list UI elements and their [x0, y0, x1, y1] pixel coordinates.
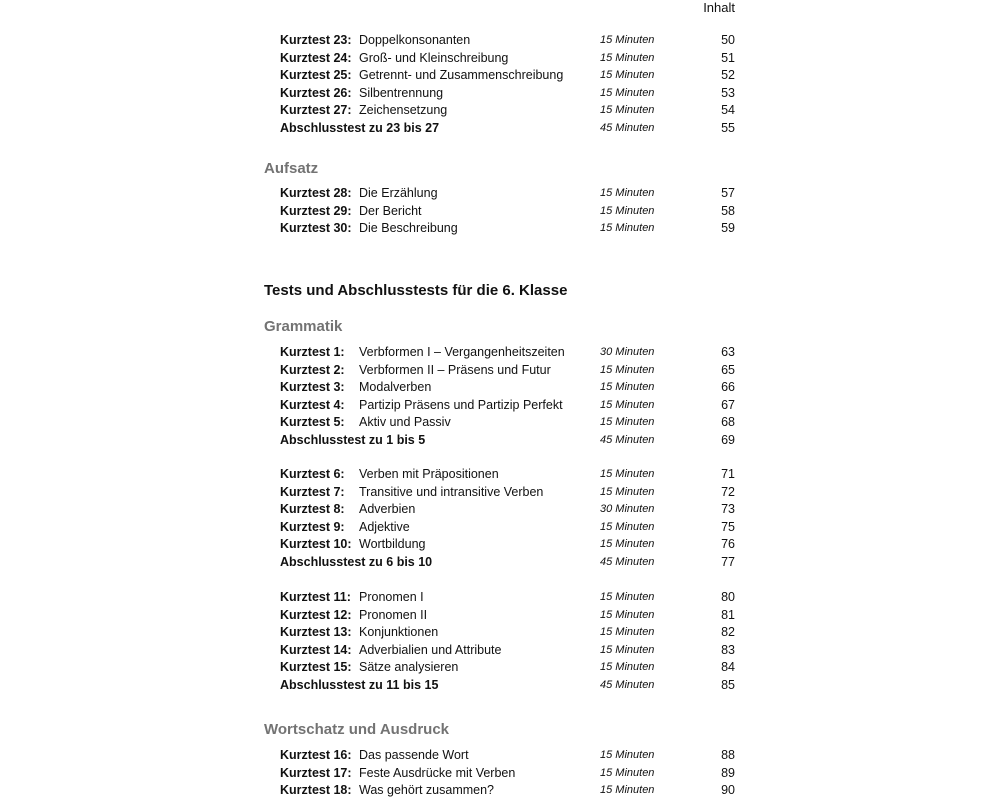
test-duration: 15 Minuten [600, 626, 655, 638]
test-number: Kurztest 14: [280, 642, 352, 657]
test-number: Kurztest 18: [280, 783, 352, 797]
test-duration: 15 Minuten [600, 591, 655, 603]
test-duration: 45 Minuten [600, 433, 655, 446]
test-title: Wortbildung [359, 537, 426, 551]
test-duration: 15 Minuten [600, 363, 655, 376]
toc-row[interactable] [280, 782, 735, 800]
page-number: 53 [721, 85, 735, 100]
toc-row[interactable] [280, 102, 735, 120]
test-title: Aktiv und Passiv [359, 415, 451, 429]
page-number: 81 [721, 607, 735, 622]
page-number: 80 [721, 590, 735, 604]
test-number: Kurztest 2: [280, 362, 345, 377]
page-number: 68 [721, 415, 735, 429]
test-title: Transitive und intransitive Verben [359, 484, 544, 499]
test-number: Kurztest 23: [280, 33, 352, 47]
section-heading-grammatik: Grammatik [264, 318, 343, 335]
test-duration: 15 Minuten [600, 766, 655, 779]
page-number: 69 [721, 432, 735, 447]
page-number: 89 [721, 765, 735, 780]
abschluss-title: Abschlusstest zu 23 bis 27 [280, 120, 440, 135]
page-number: 65 [721, 362, 735, 377]
test-number: Kurztest 16: [280, 748, 352, 762]
test-title: Groß- und Kleinschreibung [359, 50, 509, 65]
toc-row[interactable] [280, 466, 735, 484]
test-duration: 15 Minuten [600, 398, 655, 411]
test-number: Kurztest 26: [280, 85, 352, 100]
test-title: Verben mit Präpositionen [359, 467, 499, 481]
toc-row[interactable] [280, 397, 735, 415]
test-duration: 15 Minuten [600, 381, 655, 393]
abschluss-title: Abschlusstest zu 6 bis 10 [280, 554, 433, 569]
test-title: Adverbien [359, 502, 416, 516]
page-number: 57 [721, 186, 735, 200]
page-number: 72 [721, 484, 735, 499]
page-number: 88 [721, 748, 735, 762]
test-title: Die Beschreibung [359, 221, 458, 235]
test-title: Getrennt- und Zusammenschreibung [359, 68, 564, 82]
toc-row[interactable] [280, 379, 735, 397]
test-number: Kurztest 11: [280, 590, 351, 604]
page-number: 66 [721, 380, 735, 394]
test-number: Kurztest 24: [280, 50, 352, 65]
toc-row[interactable] [280, 32, 735, 50]
test-title: Verbformen II – Präsens und Futur [359, 362, 551, 377]
toc-row[interactable] [280, 765, 735, 783]
test-number: Kurztest 6: [280, 467, 345, 481]
toc-row[interactable] [280, 362, 735, 380]
toc-row[interactable] [280, 501, 735, 519]
toc-row[interactable] [280, 203, 735, 221]
test-duration: 30 Minuten [600, 503, 655, 515]
page-number: 58 [721, 203, 735, 218]
test-title: Silbentrennung [359, 85, 444, 100]
page-number: 51 [721, 50, 735, 65]
toc-row[interactable] [280, 414, 735, 432]
page-number: 63 [721, 345, 735, 359]
page-number: 52 [721, 68, 735, 82]
toc-row[interactable] [280, 344, 735, 362]
test-title: Pronomen I [359, 590, 424, 604]
toc-row[interactable] [280, 185, 735, 203]
test-title: Adverbialien und Attribute [359, 642, 502, 657]
toc-row[interactable] [280, 67, 735, 85]
test-duration: 45 Minuten [600, 678, 655, 691]
toc-row[interactable] [280, 85, 735, 103]
page-number: 73 [721, 502, 735, 516]
page-number: 90 [721, 783, 735, 797]
test-duration: 15 Minuten [600, 749, 655, 761]
test-title: Das passende Wort [359, 748, 469, 762]
test-number: Kurztest 17: [280, 765, 352, 780]
toc-row[interactable] [280, 519, 735, 537]
test-title: Modalverben [359, 380, 432, 394]
page-number: 85 [721, 677, 735, 692]
page-number: 82 [721, 625, 735, 639]
test-number: Kurztest 25: [280, 68, 352, 82]
toc-row[interactable] [280, 642, 735, 660]
toc-row-abschluss[interactable] [280, 432, 735, 450]
test-duration: 15 Minuten [600, 661, 655, 673]
page-number: 83 [721, 642, 735, 657]
toc-row[interactable] [280, 747, 735, 765]
test-duration: 45 Minuten [600, 555, 655, 568]
test-duration: 15 Minuten [600, 520, 655, 533]
toc-row[interactable] [280, 536, 735, 554]
abschluss-title: Abschlusstest zu 11 bis 15 [280, 677, 439, 692]
toc-row[interactable] [280, 624, 735, 642]
page-number: 54 [721, 103, 735, 117]
test-duration: 15 Minuten [600, 416, 655, 428]
page-number: 84 [721, 660, 735, 674]
page-title: Tests und Abschlusstests für die 6. Klasse [264, 282, 568, 299]
toc-row[interactable] [280, 589, 735, 607]
test-title: Der Bericht [359, 203, 422, 218]
test-number: Kurztest 28: [280, 186, 352, 200]
test-duration: 45 Minuten [600, 121, 655, 134]
test-duration: 15 Minuten [600, 608, 655, 621]
test-number: Kurztest 15: [280, 660, 352, 674]
test-title: Doppelkonsonanten [359, 33, 471, 47]
test-number: Kurztest 8: [280, 502, 345, 516]
test-duration: 15 Minuten [600, 784, 655, 796]
test-duration: 15 Minuten [600, 222, 655, 234]
test-number: Kurztest 5: [280, 415, 345, 429]
test-title: Partizip Präsens und Partizip Perfekt [359, 397, 563, 412]
test-duration: 15 Minuten [600, 86, 655, 99]
test-duration: 30 Minuten [600, 346, 655, 358]
page-number: 76 [721, 537, 735, 551]
test-number: Kurztest 10: [280, 537, 352, 551]
toc-row[interactable] [280, 220, 735, 238]
test-title: Pronomen II [359, 607, 428, 622]
test-duration: 15 Minuten [600, 538, 655, 550]
toc-row[interactable] [280, 50, 735, 68]
test-duration: 15 Minuten [600, 34, 655, 46]
test-duration: 15 Minuten [600, 51, 655, 64]
toc-row-abschluss[interactable] [280, 554, 735, 572]
section-heading-wortschatz: Wortschatz und Ausdruck [264, 721, 450, 738]
toc-row[interactable] [280, 659, 735, 677]
page-number: 55 [721, 120, 735, 135]
page-number: 75 [721, 519, 735, 534]
test-title: Adjektive [359, 519, 410, 534]
test-title: Konjunktionen [359, 625, 439, 639]
test-duration: 15 Minuten [600, 187, 655, 199]
test-duration: 15 Minuten [600, 643, 655, 656]
test-duration: 15 Minuten [600, 104, 655, 116]
test-duration: 15 Minuten [600, 204, 655, 217]
section-heading-aufsatz: Aufsatz [264, 160, 319, 177]
toc-row[interactable] [280, 607, 735, 625]
test-number: Kurztest 1: [280, 345, 345, 359]
test-number: Kurztest 12: [280, 607, 352, 622]
toc-row-abschluss[interactable] [280, 120, 735, 138]
toc-row-abschluss[interactable] [280, 677, 735, 695]
page-number: 59 [721, 221, 735, 235]
page-header-label: Inhalt [703, 0, 735, 15]
test-number: Kurztest 27: [280, 103, 352, 117]
test-title: Zeichensetzung [359, 103, 448, 117]
test-number: Kurztest 9: [280, 519, 345, 534]
abschluss-title: Abschlusstest zu 1 bis 5 [280, 432, 426, 447]
test-number: Kurztest 4: [280, 397, 345, 412]
test-duration: 15 Minuten [600, 485, 655, 498]
test-number: Kurztest 7: [280, 484, 345, 499]
test-title: Die Erzählung [359, 186, 438, 200]
page-number: 77 [721, 554, 735, 569]
page-number: 67 [721, 397, 735, 412]
page-number: 71 [721, 467, 735, 481]
test-number: Kurztest 30: [280, 221, 352, 235]
test-duration: 15 Minuten [600, 69, 655, 81]
page-number: 50 [721, 33, 735, 47]
test-number: Kurztest 29: [280, 203, 352, 218]
test-title: Sätze analysieren [359, 660, 459, 674]
test-duration: 15 Minuten [600, 468, 655, 480]
test-title: Feste Ausdrücke mit Verben [359, 765, 516, 780]
test-title: Was gehört zusammen? [359, 783, 495, 797]
test-number: Kurztest 3: [280, 380, 345, 394]
toc-row[interactable] [280, 484, 735, 502]
test-title: Verbformen I – Vergangenheitszeiten [359, 345, 565, 359]
test-number: Kurztest 13: [280, 625, 352, 639]
